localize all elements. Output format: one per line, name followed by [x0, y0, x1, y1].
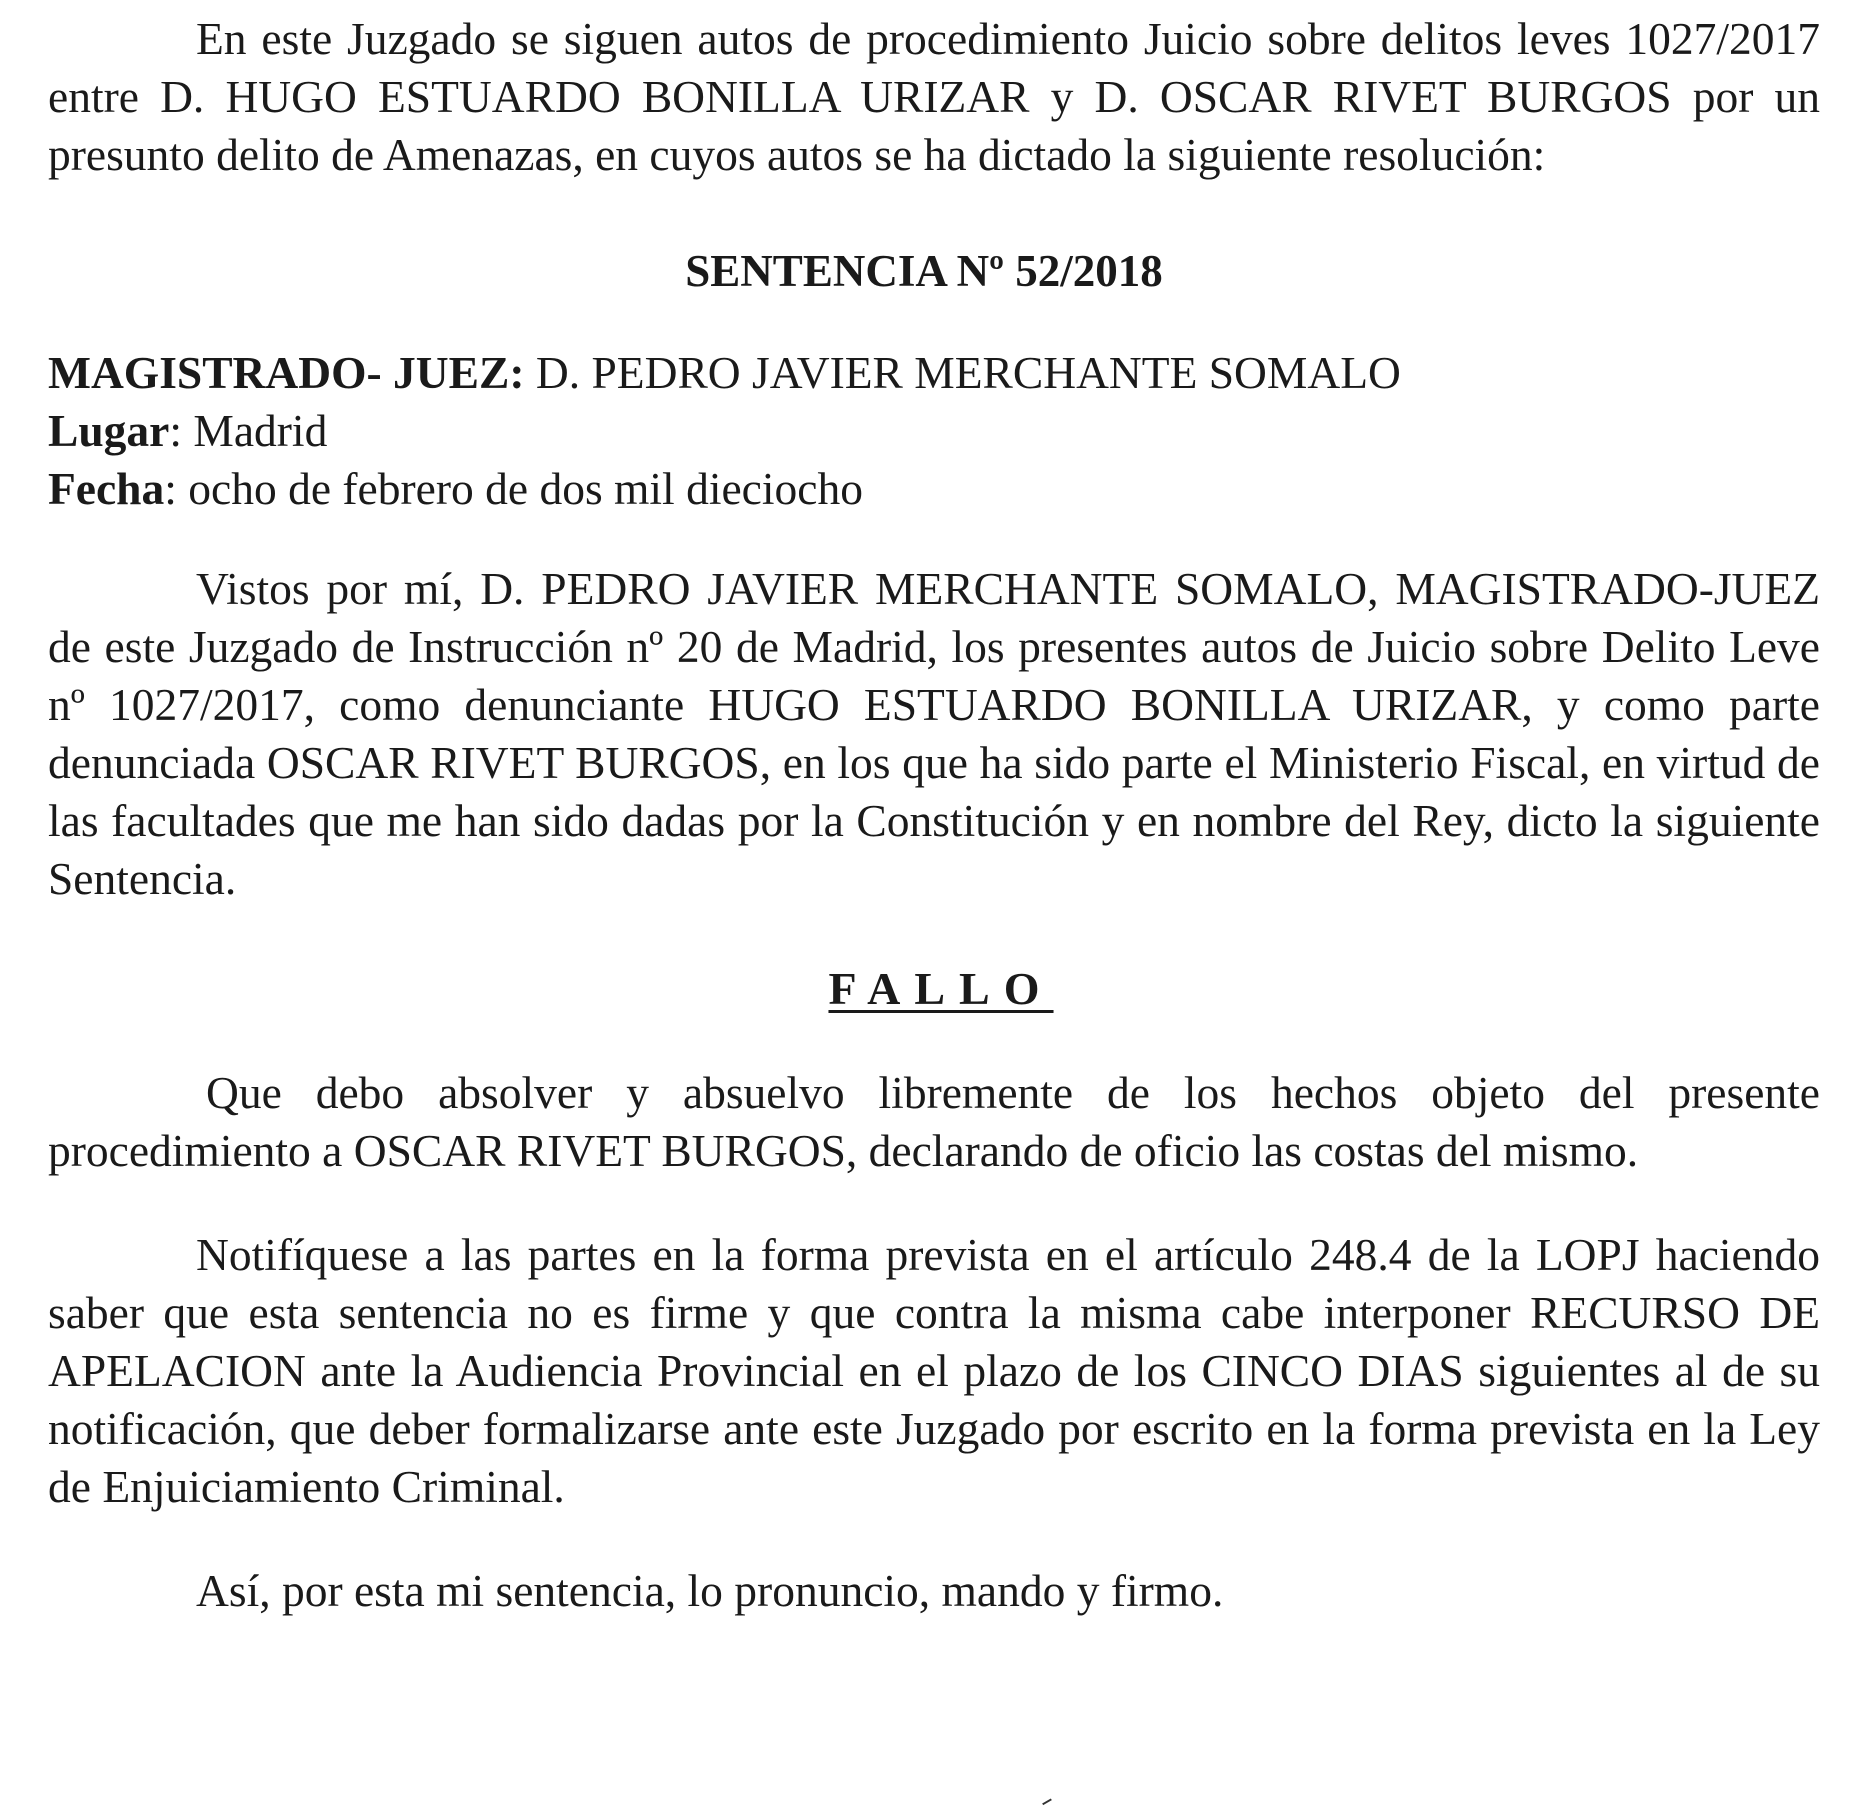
fallo-paragraph: Que debo absolver y absuelvo libremente de los hechos objeto del presente procedimiento a OSCAR RIVET BURGOS, declarando de oficio las costas del mismo. — [48, 1067, 1820, 1176]
spacer — [48, 1018, 1820, 1064]
spacer — [48, 518, 1820, 560]
place-line — [48, 402, 1820, 460]
spacer — [48, 1516, 1820, 1562]
judge-label: MAGISTRADO- JUEZ: — [48, 347, 525, 398]
spacer — [48, 300, 1820, 344]
place-value: : Madrid — [169, 405, 328, 456]
date-label: Fecha — [48, 463, 165, 514]
judge-line — [48, 344, 1820, 402]
closing-line: Así, por esta mi sentencia, lo pronuncio, mando y firmo. — [196, 1565, 1224, 1616]
notificacion-paragraph: Notifíquese a las partes en la forma prevista en el artículo 248.4 de la LOPJ haciendo saber que esta sentencia no es firme y que contra la misma cabe interponer RECURSO DE APELACION ante la Audiencia Provincial en el plazo de los CINCO DIAS siguientes al de su notificación, que deber formalizarse ante este Juzgado por escrito en la forma prevista en la Ley de Enjuiciamiento Criminal. — [48, 1229, 1820, 1512]
date-line — [48, 460, 1820, 518]
place-label: Lugar — [48, 405, 170, 456]
spacer — [48, 184, 1820, 242]
spacer — [48, 1180, 1820, 1226]
fallo-title: FALLO — [828, 963, 1054, 1014]
judge-value: D. PEDRO JAVIER MERCHANTE SOMALO — [524, 347, 1401, 398]
intro-paragraph: En este Juzgado se siguen autos de procedimiento Juicio sobre delitos leves 1027/2017 entre D. HUGO ESTUARDO BONILLA URIZAR y D. OSCAR RIVET BURGOS por un presunto delito de Amenazas, en cuyos autos se ha dictado la siguiente resolución: — [48, 13, 1820, 180]
vistos-paragraph: Vistos por mí, D. PEDRO JAVIER MERCHANTE SOMALO, MAGISTRADO-JUEZ de este Juzgado de Instrucción nº 20 de Madrid, los presentes autos de Juicio sobre Delito Leve nº 1027/2017, como denunciante HUGO ESTUARDO BONILLA URIZAR, y como parte denunciada OSCAR RIVET BURGOS, en los que ha sido parte el Ministerio Fiscal, en virtud de las facultades que me han sido dadas por la Constitución y en nombre del Rey, dicto la siguiente Sentencia. — [48, 563, 1820, 904]
spacer — [48, 908, 1820, 960]
sentence-title: SENTENCIA Nº 52/2018 — [685, 246, 1163, 296]
document-page — [48, 10, 1820, 1620]
scan-mark — [1042, 1798, 1058, 1815]
date-value: : ocho de febrero de dos mil dieciocho — [164, 463, 863, 514]
